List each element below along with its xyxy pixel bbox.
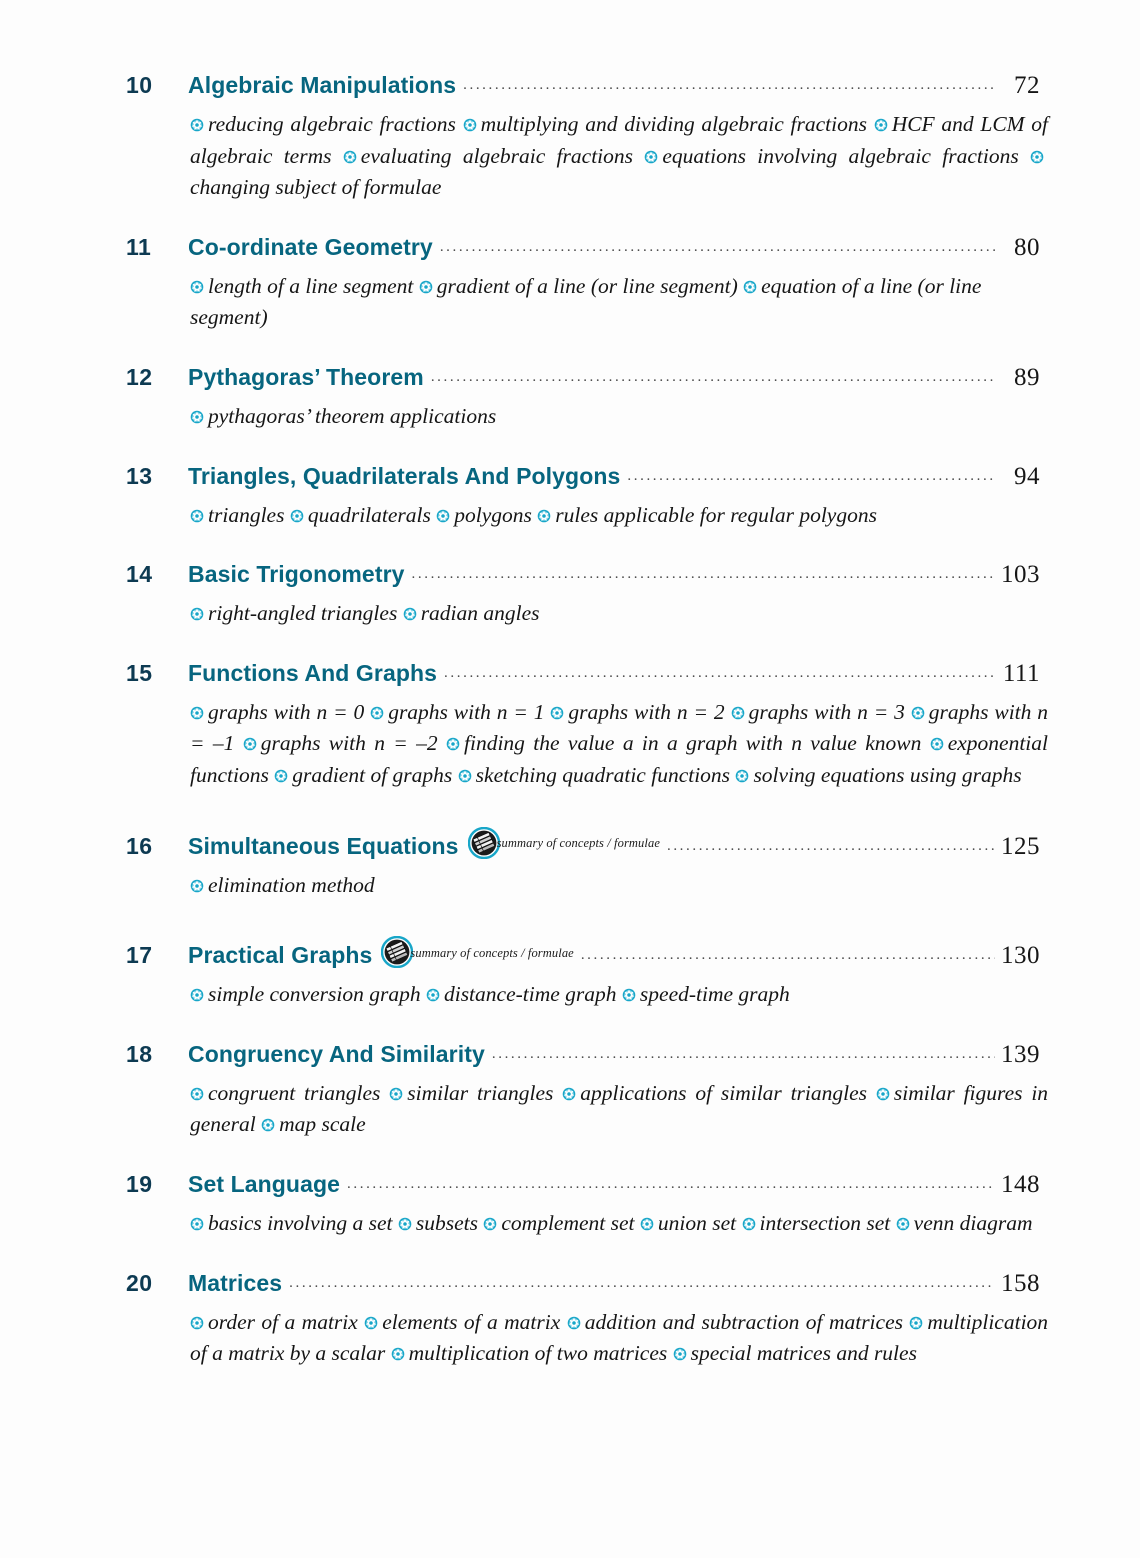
flower-bullet-icon xyxy=(537,509,551,523)
flower-bullet-icon xyxy=(911,706,925,720)
flower-bullet-icon xyxy=(391,1347,405,1361)
topic-item xyxy=(190,982,421,1006)
topic-item xyxy=(190,112,456,136)
topic-item xyxy=(190,1211,393,1235)
topic-label: graphs with n = 2 xyxy=(568,699,725,724)
topic-label: right-angled triangles xyxy=(208,601,398,626)
chapter-topic-list xyxy=(190,271,1048,334)
topic-item xyxy=(190,503,284,527)
chapter-title[interactable]: Triangles, Quadrilaterals And Polygons xyxy=(188,462,621,489)
chapter-title[interactable]: Set Language xyxy=(188,1170,341,1197)
topic-label: venn diagram xyxy=(913,1210,1033,1235)
topic-item xyxy=(731,700,905,724)
chapter-title[interactable]: Congruency And Similarity xyxy=(188,1040,485,1067)
topic-label: similar figures in general xyxy=(190,1080,1049,1137)
chapter-heading-row xyxy=(126,72,1040,100)
flower-bullet-icon xyxy=(1030,150,1044,164)
flower-bullet-icon xyxy=(426,988,440,1002)
chapter-title-wrap xyxy=(188,464,620,489)
topic-label: elimination method xyxy=(208,872,375,897)
chapter-topic-list xyxy=(190,697,1048,792)
summary-badge-group xyxy=(381,933,573,965)
chapter-page-number[interactable]: 139 xyxy=(1001,1040,1040,1068)
topic-label: polygons xyxy=(454,502,532,527)
topic-item xyxy=(458,763,730,787)
chapter-page-number[interactable]: 103 xyxy=(1001,561,1040,589)
flower-bullet-icon xyxy=(876,1087,890,1101)
topic-item xyxy=(190,1310,358,1334)
chapter-topic-list xyxy=(190,401,1048,433)
dot-leader xyxy=(463,78,995,93)
topic-label: subsets xyxy=(415,1210,479,1235)
topic-label: similar triangles xyxy=(407,1080,554,1105)
flower-bullet-icon xyxy=(874,118,888,132)
topic-label: sketching quadratic functions xyxy=(475,762,731,787)
topic-item xyxy=(343,144,633,168)
flower-bullet-icon xyxy=(190,988,204,1002)
flower-bullet-icon xyxy=(370,706,384,720)
chapter-topic-list xyxy=(190,598,1048,630)
chapter-entry[interactable] xyxy=(126,234,1050,334)
topic-label: graphs with n = 0 xyxy=(208,699,365,724)
chapter-heading-row xyxy=(126,234,1040,262)
flower-bullet-icon xyxy=(190,1316,204,1330)
topic-item xyxy=(446,731,921,755)
chapter-entry[interactable] xyxy=(126,561,1050,630)
topic-item xyxy=(290,503,431,527)
chapter-page-number[interactable]: 158 xyxy=(1001,1269,1040,1297)
chapter-heading-row xyxy=(126,1041,1040,1069)
chapter-topic-list xyxy=(190,1307,1048,1370)
topic-item xyxy=(190,873,375,897)
flower-bullet-icon xyxy=(909,1316,923,1330)
chapter-title-wrap xyxy=(188,1271,282,1296)
topic-label: gradient of a line (or line segment) xyxy=(436,273,738,298)
chapter-number: 14 xyxy=(126,561,153,588)
flower-bullet-icon xyxy=(731,706,745,720)
topic-item xyxy=(190,274,413,298)
topic-item xyxy=(436,503,532,527)
chapter-number: 19 xyxy=(126,1170,153,1197)
chapter-entry[interactable] xyxy=(126,364,1050,433)
topic-item xyxy=(364,1310,560,1334)
chapter-topic-list xyxy=(190,109,1048,204)
chapter-heading-row xyxy=(126,660,1040,688)
flower-bullet-icon xyxy=(743,280,757,294)
topic-label: radian angles xyxy=(420,601,540,626)
chapter-title[interactable]: Simultaneous Equations xyxy=(188,832,459,859)
topic-item xyxy=(261,1112,366,1136)
topic-label: order of a matrix xyxy=(208,1309,358,1334)
topic-item xyxy=(389,1081,553,1105)
topic-label: addition and subtraction of matrices xyxy=(584,1309,903,1334)
topic-label: graphs with n = –2 xyxy=(260,731,438,756)
topic-label: basics involving a set xyxy=(208,1210,393,1235)
flower-bullet-icon xyxy=(640,1217,654,1231)
chapter-heading-row xyxy=(126,1270,1040,1298)
flower-bullet-icon xyxy=(398,1217,412,1231)
topic-item xyxy=(644,144,1018,168)
books-stack-badge-icon xyxy=(468,827,500,859)
flower-bullet-icon xyxy=(622,988,636,1002)
topic-label: quadrilaterals xyxy=(307,502,431,527)
chapter-page-number[interactable]: 111 xyxy=(1002,659,1040,687)
chapter-number: 13 xyxy=(126,462,153,489)
topic-item xyxy=(190,601,397,625)
chapter-entry[interactable] xyxy=(126,72,1050,204)
topic-item xyxy=(622,982,790,1006)
topic-label: multiplication of two matrices xyxy=(408,1341,668,1366)
topic-label: intersection set xyxy=(759,1210,891,1235)
flower-bullet-icon xyxy=(190,879,204,893)
topic-item xyxy=(370,700,544,724)
topic-item xyxy=(274,763,452,787)
topic-label: evaluating algebraic fractions xyxy=(360,143,634,168)
topic-label: equations involving algebraic fractions xyxy=(662,143,1019,168)
flower-bullet-icon xyxy=(463,118,477,132)
flower-bullet-icon xyxy=(389,1087,403,1101)
chapter-heading-row xyxy=(126,822,1040,861)
chapter-page-number[interactable]: 125 xyxy=(1001,832,1040,860)
dot-leader xyxy=(492,1047,995,1062)
summary-caption: summary of concepts / formulae xyxy=(410,945,574,960)
topic-label: map scale xyxy=(279,1112,366,1137)
dot-leader xyxy=(347,1177,995,1192)
flower-bullet-icon xyxy=(190,607,204,621)
chapter-entry[interactable] xyxy=(126,463,1050,532)
chapter-title[interactable]: Basic Trigonometry xyxy=(188,561,405,588)
dot-leader xyxy=(667,839,995,854)
flower-bullet-icon xyxy=(550,706,564,720)
topic-label: complement set xyxy=(501,1210,635,1235)
flower-bullet-icon xyxy=(274,769,288,783)
flower-bullet-icon xyxy=(243,737,257,751)
dot-leader xyxy=(627,469,995,484)
chapter-page-number[interactable]: 80 xyxy=(1014,233,1040,261)
flower-bullet-icon xyxy=(896,1217,910,1231)
summary-badge-group xyxy=(468,824,660,856)
flower-bullet-icon xyxy=(190,118,204,132)
topic-item xyxy=(463,112,867,136)
chapter-page-number[interactable]: 94 xyxy=(1014,462,1040,490)
chapter-entry[interactable] xyxy=(126,660,1050,792)
topic-label: length of a line segment xyxy=(208,273,414,298)
topic-item xyxy=(567,1310,903,1334)
topic-label: triangles xyxy=(208,502,285,527)
topic-label: distance-time graph xyxy=(443,982,617,1007)
chapter-heading-row xyxy=(126,364,1040,392)
topic-label: multiplying and dividing algebraic fractions xyxy=(480,112,867,136)
topic-label: solving equations using graphs xyxy=(753,762,1022,787)
dot-leader xyxy=(412,567,995,582)
chapter-title-wrap xyxy=(188,661,437,686)
topic-label: elements of a matrix xyxy=(382,1309,561,1334)
topic-item xyxy=(562,1081,867,1105)
chapter-title-wrap xyxy=(188,235,433,260)
chapter-number: 10 xyxy=(126,72,153,98)
chapter-title[interactable]: Co-ordinate Geometry xyxy=(188,233,433,260)
topic-item xyxy=(243,731,438,755)
dot-leader xyxy=(444,666,995,681)
topic-label: changing subject of formulae xyxy=(190,175,442,200)
chapter-heading-row xyxy=(126,463,1040,491)
chapter-page-number[interactable]: 72 xyxy=(1014,72,1040,99)
flower-bullet-icon xyxy=(735,769,749,783)
topic-label: finding the value a in a graph with n value known xyxy=(464,731,922,756)
flower-bullet-icon xyxy=(190,706,204,720)
topic-label: exponential functions xyxy=(190,731,1049,787)
topic-label: graphs with n = –1 xyxy=(190,699,1049,756)
topic-label: special matrices and rules xyxy=(690,1341,917,1366)
topic-item xyxy=(537,503,877,527)
flower-bullet-icon xyxy=(567,1316,581,1330)
chapter-topic-list xyxy=(190,1208,1048,1240)
chapter-heading-row xyxy=(126,931,1040,970)
flower-bullet-icon xyxy=(261,1118,275,1132)
chapter-title[interactable]: Functions And Graphs xyxy=(188,659,438,686)
flower-bullet-icon xyxy=(644,150,658,164)
chapter-title-wrap xyxy=(188,73,456,98)
chapter-entry[interactable] xyxy=(126,822,1050,902)
chapter-title-wrap xyxy=(188,822,660,859)
chapter-number: 20 xyxy=(126,1269,153,1296)
flower-bullet-icon xyxy=(930,737,944,751)
chapter-page-number[interactable]: 130 xyxy=(1001,942,1040,970)
chapter-title-wrap xyxy=(188,365,424,390)
topic-item xyxy=(190,1081,380,1105)
topic-item xyxy=(190,700,364,724)
topic-item xyxy=(896,1211,1033,1235)
chapter-page-number[interactable]: 148 xyxy=(1001,1170,1040,1198)
chapter-title-wrap xyxy=(188,1042,485,1067)
dot-leader xyxy=(289,1276,995,1291)
flower-bullet-icon xyxy=(190,1217,204,1231)
chapter-title-wrap xyxy=(188,1172,340,1197)
chapter-topic-list xyxy=(190,1078,1048,1141)
flower-bullet-icon xyxy=(190,509,204,523)
topic-item xyxy=(398,1211,478,1235)
flower-bullet-icon xyxy=(436,509,450,523)
chapter-number: 11 xyxy=(126,233,152,260)
flower-bullet-icon xyxy=(190,280,204,294)
topic-label: reducing algebraic fractions xyxy=(208,112,456,136)
topic-item xyxy=(483,1211,634,1235)
chapter-title[interactable]: Practical Graphs xyxy=(188,942,373,969)
topic-item xyxy=(190,404,496,428)
chapter-page-number[interactable]: 89 xyxy=(1014,363,1040,391)
flower-bullet-icon xyxy=(290,509,304,523)
chapter-number: 15 xyxy=(126,659,153,686)
summary-caption: summary of concepts / formulae xyxy=(496,836,660,851)
chapter-title[interactable]: Pythagoras’ Theorem xyxy=(188,363,424,390)
topic-item xyxy=(742,1211,891,1235)
chapter-heading-row xyxy=(126,1171,1040,1199)
dot-leader xyxy=(431,370,995,385)
dot-leader xyxy=(440,240,995,255)
topic-item xyxy=(550,700,724,724)
chapter-topic-list xyxy=(190,870,1048,902)
chapter-title-wrap xyxy=(188,562,405,587)
flower-bullet-icon xyxy=(190,410,204,424)
flower-bullet-icon xyxy=(673,1347,687,1361)
topic-label: graphs with n = 1 xyxy=(388,699,545,724)
flower-bullet-icon xyxy=(419,280,433,294)
chapter-number: 17 xyxy=(126,942,153,969)
chapter-number: 16 xyxy=(126,832,153,859)
chapter-entry[interactable] xyxy=(126,931,1050,1011)
flower-bullet-icon xyxy=(458,769,472,783)
topic-label: speed-time graph xyxy=(639,982,790,1007)
flower-bullet-icon xyxy=(343,150,357,164)
chapter-list xyxy=(126,72,1050,1370)
chapter-entry[interactable] xyxy=(126,1270,1050,1370)
topic-label: gradient of graphs xyxy=(292,762,453,787)
topic-item xyxy=(419,274,738,298)
topic-item xyxy=(426,982,617,1006)
chapter-entry[interactable] xyxy=(126,1041,1050,1141)
flower-bullet-icon xyxy=(562,1087,576,1101)
topic-label: applications of similar triangles xyxy=(580,1080,868,1105)
topic-label: simple conversion graph xyxy=(208,982,421,1007)
topic-item xyxy=(735,763,1021,787)
chapter-topic-list xyxy=(190,979,1048,1011)
flower-bullet-icon xyxy=(446,737,460,751)
topic-item xyxy=(391,1341,668,1365)
topic-item xyxy=(673,1341,917,1365)
flower-bullet-icon xyxy=(403,607,417,621)
flower-bullet-icon xyxy=(190,1087,204,1101)
chapter-heading-row xyxy=(126,561,1040,589)
topic-label: equation of a line (or line segment) xyxy=(190,273,982,330)
chapter-title[interactable]: Matrices xyxy=(188,1269,283,1296)
chapter-title[interactable]: Algebraic Manipulations xyxy=(188,72,457,98)
topic-label: HCF and LCM of algebraic terms xyxy=(190,112,1049,168)
chapter-title-wrap xyxy=(188,931,574,968)
topic-label: union set xyxy=(657,1210,737,1235)
chapter-number: 18 xyxy=(126,1040,153,1067)
flower-bullet-icon xyxy=(483,1217,497,1231)
flower-bullet-icon xyxy=(364,1316,378,1330)
topic-item xyxy=(640,1211,736,1235)
flower-bullet-icon xyxy=(742,1217,756,1231)
topic-label: rules applicable for regular polygons xyxy=(555,502,877,527)
chapter-topic-list xyxy=(190,500,1048,532)
topic-label: graphs with n = 3 xyxy=(748,699,905,724)
chapter-entry[interactable] xyxy=(126,1171,1050,1240)
topic-label: pythagoras’ theorem applications xyxy=(208,403,497,428)
topic-label: congruent triangles xyxy=(208,1080,381,1105)
chapter-number: 12 xyxy=(126,363,153,390)
topic-item xyxy=(403,601,540,625)
books-stack-badge-icon xyxy=(381,936,413,968)
dot-leader xyxy=(581,948,995,963)
topic-label: multiplication of a matrix by a scalar xyxy=(190,1309,1049,1366)
